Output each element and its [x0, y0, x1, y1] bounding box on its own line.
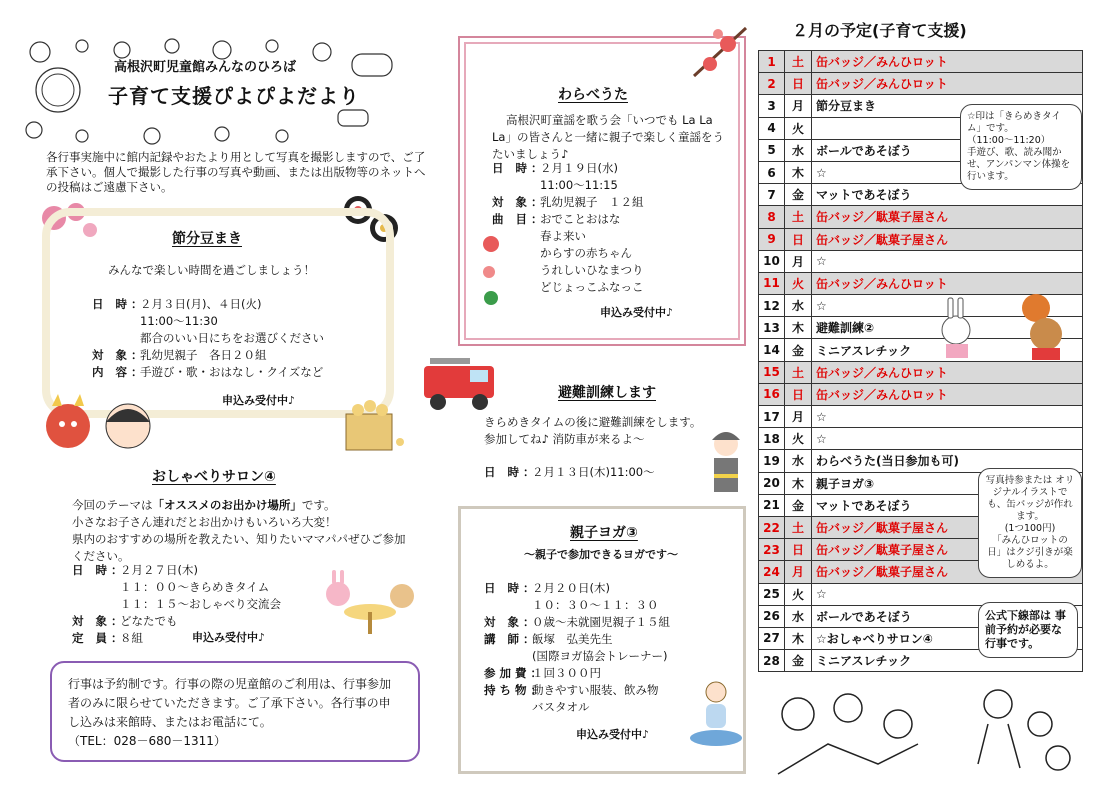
schedule-day: 4: [759, 117, 785, 139]
schedule-day: 8: [759, 206, 785, 228]
schedule-event: ☆: [812, 161, 1083, 183]
yoga-date: ２月２０日(木): [532, 581, 610, 595]
warabeuta-body: 高根沢町童謡を歌う会「いつでも La La La」の皆さんと一緒に親子で楽しく童謡をうたいましょう♪: [492, 113, 724, 161]
schedule-weekday: 火: [785, 272, 812, 294]
schedule-event: 缶バッジ／みんひロット: [812, 73, 1083, 95]
bean-box-icon: [338, 396, 408, 456]
schedule-weekday: 木: [785, 161, 812, 183]
schedule-day: 3: [759, 95, 785, 117]
fire-truck-icon: [420, 352, 500, 412]
salon-time1: １１：００～きらめきタイム: [120, 580, 270, 594]
yoga-items: 動きやすい服装、飲み物: [532, 683, 659, 697]
salon-title: おしゃべりサロン④: [152, 469, 276, 485]
schedule-event: ☆: [812, 406, 1083, 428]
schedule-event: ☆: [812, 428, 1083, 450]
schedule-event: ミニアスレチック: [812, 339, 1083, 361]
schedule-event: 避難訓練②: [812, 317, 1083, 339]
animals-tea-icon: [320, 566, 420, 638]
salon-date: ２月２７日(木): [120, 563, 198, 577]
star-callout: ☆印は「きらめきタイム」です。 （11:00～11:20） 手遊び、歌、読み聞かせ、アンパンマン体操を行います。: [960, 104, 1082, 190]
label: 日 時：: [72, 563, 127, 577]
schedule-day: 28: [759, 650, 785, 672]
schedule-day: 12: [759, 295, 785, 317]
schedule-weekday: 土: [785, 516, 812, 538]
yoga-apply: 申込み受付中♪: [576, 728, 650, 741]
schedule-event: 缶バッジ／駄菓子屋さん: [812, 516, 1083, 538]
schedule-day: 22: [759, 516, 785, 538]
schedule-row: [759, 250, 1083, 272]
schedule-weekday: 水: [785, 139, 812, 161]
schedule-day: 20: [759, 472, 785, 494]
setsubun-content: 手遊び・歌・おはなし・クイズなど: [140, 365, 324, 379]
badge-callout: 写真持参または オリジナルイラストでも、缶バッジが作れます。 (1つ100円) 「みんひロットの日」はクジ引きが楽しめるよ。: [978, 468, 1082, 578]
schedule-day: 6: [759, 161, 785, 183]
schedule-weekday: 水: [785, 450, 812, 472]
salon-theme-suffix: です。: [301, 498, 336, 512]
schedule-day: 10: [759, 250, 785, 272]
setsubun-time: 11:00～11:30: [140, 314, 218, 328]
label: 日 時：: [92, 297, 147, 311]
schedule-row: [759, 383, 1083, 405]
label: 日 時：: [484, 465, 539, 479]
salon-target: どなたでも: [120, 614, 178, 628]
plum-blossom-icon: [476, 232, 506, 312]
schedule-event: ボールであそぼう: [812, 605, 1083, 627]
label: 定 員：: [72, 631, 127, 645]
schedule-event: わらべうた(当日参加も可): [812, 450, 1083, 472]
warabeuta-date: ２月１９日(水): [540, 161, 618, 175]
schedule-day: 23: [759, 539, 785, 561]
schedule-weekday: 木: [785, 317, 812, 339]
header-banner: [22, 38, 398, 146]
label: 曲 目：: [492, 212, 547, 226]
label: 対 象：: [92, 348, 147, 362]
drill-date: ２月１３日(木)11:00～: [532, 465, 655, 479]
schedule-day: 24: [759, 561, 785, 583]
schedule-day: 17: [759, 406, 785, 428]
schedule-weekday: 火: [785, 117, 812, 139]
schedule-weekday: 日: [785, 383, 812, 405]
schedule-event: 缶バッジ／駄菓子屋さん: [812, 561, 1083, 583]
schedule-event: 缶バッジ／みんひロット: [812, 361, 1083, 383]
schedule-weekday: 金: [785, 339, 812, 361]
label: 参加費：: [484, 666, 546, 680]
salon-time2: １１：１５～おしゃべり交流会: [120, 597, 281, 611]
children-doodle-icon: [768, 684, 1084, 782]
schedule-day: 11: [759, 272, 785, 294]
schedule-weekday: 金: [785, 184, 812, 206]
schedule-row: [759, 361, 1083, 383]
schedule-day: 5: [759, 139, 785, 161]
photo-notice: 各行事実施中に館内記録やおたより用として写真を撮影しますので、ご了承下さい。個人で撮影した行事の写真や動画、または出版物等のネットへの投稿はご遠慮下さい。: [46, 150, 426, 194]
warabeuta-title: わらべうた: [558, 87, 628, 103]
schedule-event: 親子ヨガ③: [812, 472, 1083, 494]
schedule-weekday: 火: [785, 583, 812, 605]
firefighter-icon: [704, 424, 748, 504]
setsubun-intro: みんなで楽しい時間を過ごしましょう！: [108, 263, 315, 277]
song-item: からすの赤ちゃん: [540, 246, 632, 260]
yoga-time: １０：３０～１１：３０: [532, 598, 659, 612]
setsubun-title: 節分豆まき: [172, 231, 242, 247]
salon-theme-prefix: 今回のテーマは: [72, 498, 153, 512]
warabeuta-target: 乳幼児親子 １２組: [540, 195, 644, 209]
newsletter-title: 子育て支援ぴよぴよだより: [108, 84, 360, 108]
label: 日 時：: [484, 581, 539, 595]
yoga-person-icon: [686, 676, 746, 756]
schedule-event: ☆: [812, 583, 1083, 605]
schedule-weekday: 月: [785, 250, 812, 272]
schedule-event: ボールであそぼう: [812, 139, 1083, 161]
setsubun-target: 乳幼児親子 各日２０組: [140, 348, 267, 362]
song-item: どじょっこふなっこ: [540, 280, 644, 294]
schedule-weekday: 土: [785, 206, 812, 228]
salon-cap: ８組: [120, 631, 143, 645]
schedule-weekday: 月: [785, 561, 812, 583]
schedule-event: ☆: [812, 250, 1083, 272]
setsubun-apply: 申込み受付中♪: [222, 394, 296, 407]
underline-callout: 公式下線部は 事前予約が必要な行事です。: [978, 602, 1078, 658]
schedule-day: 9: [759, 228, 785, 250]
schedule-day: 1: [759, 51, 785, 73]
schedule-event: 缶バッジ／駄菓子屋さん: [812, 539, 1083, 561]
schedule-weekday: 水: [785, 605, 812, 627]
schedule-day: 13: [759, 317, 785, 339]
schedule-weekday: 土: [785, 361, 812, 383]
schedule-event: 缶バッジ／みんひロット: [812, 383, 1083, 405]
schedule-row: [759, 73, 1083, 95]
schedule-event: 節分豆まき: [812, 95, 1083, 117]
schedule-row: [759, 228, 1083, 250]
label: 内 容：: [92, 365, 147, 379]
schedule-weekday: 月: [785, 406, 812, 428]
schedule-weekday: 日: [785, 228, 812, 250]
schedule-weekday: 木: [785, 627, 812, 649]
schedule-weekday: 水: [785, 295, 812, 317]
schedule-day: 19: [759, 450, 785, 472]
calendar-title: ２月の予定(子育て支援): [792, 21, 967, 40]
schedule-weekday: 金: [785, 494, 812, 516]
schedule-day: 15: [759, 361, 785, 383]
salon-body: 小さなお子さん連れだとお出かけもいろいろ大変！ 県内のおすすめの場所を教えたい、知りたいママパパぜひご参加ください。: [72, 515, 406, 563]
schedule-row: [759, 51, 1083, 73]
yoga-teacher-org: (国際ヨガ協会トレーナー): [532, 649, 668, 663]
yoga-items2: バスタオル: [532, 700, 590, 714]
warabeuta-apply: 申込み受付中♪: [600, 306, 674, 319]
label: 日 時：: [492, 161, 547, 175]
schedule-weekday: 火: [785, 428, 812, 450]
schedule-weekday: 月: [785, 95, 812, 117]
rabbit-oni-bear-icon: [926, 290, 1076, 362]
schedule-event: ☆: [812, 295, 1083, 317]
song-item: うれしいひなまつり: [540, 263, 644, 277]
plum-branch-icon: [688, 24, 748, 84]
drill-title: 避難訓練します: [558, 385, 656, 401]
schedule-weekday: 金: [785, 650, 812, 672]
song-item: 春よ来い: [540, 229, 586, 243]
label: 講 師：: [484, 632, 539, 646]
schedule-event: マットであそぼう: [812, 184, 1083, 206]
setsubun-date: ２月３日(月)、４日(火): [140, 297, 262, 311]
yoga-subtitle: ～親子で参加できるヨガです～: [524, 548, 678, 561]
schedule-weekday: 日: [785, 539, 812, 561]
schedule-row: [759, 406, 1083, 428]
schedule-day: 21: [759, 494, 785, 516]
schedule-day: 14: [759, 339, 785, 361]
org-name: 高根沢町児童館みんなのひろば: [114, 60, 297, 75]
reservation-text: 行事は予約制です。行事の際の児童館のご利用は、行事参加者のみに限らせていただきます。ご了承下さい。各行事の申し込みは来館時、またはお電話にて。 （TEL：028－680－1311）: [68, 677, 392, 748]
schedule-day: 25: [759, 583, 785, 605]
schedule-day: 18: [759, 428, 785, 450]
yoga-target: ０歳～未就園児親子１５組: [532, 615, 670, 629]
schedule-weekday: 日: [785, 73, 812, 95]
schedule-event: ミニアスレチック: [812, 650, 1083, 672]
warabeuta-time: 11:00～11:15: [540, 178, 618, 192]
salon-theme: 「オススメのお出かけ場所」: [152, 498, 302, 512]
schedule-day: 16: [759, 383, 785, 405]
schedule-day: 27: [759, 627, 785, 649]
schedule-event: ☆おしゃべりサロン④: [812, 627, 1083, 649]
salon-apply: 申込み受付中♪: [192, 631, 266, 644]
schedule-event: 缶バッジ／駄菓子屋さん: [812, 228, 1083, 250]
label: 対 象：: [492, 195, 547, 209]
schedule-event: 缶バッジ／駄菓子屋さん: [812, 206, 1083, 228]
yoga-fee: １回３００円: [532, 666, 601, 680]
reservation-note: [50, 661, 420, 762]
schedule-weekday: 木: [785, 472, 812, 494]
schedule-row: [759, 206, 1083, 228]
oni-and-child-icon: [40, 392, 160, 454]
schedule-event: 缶バッジ／みんひロット: [812, 272, 1083, 294]
schedule-weekday: 土: [785, 51, 812, 73]
yoga-teacher: 飯塚 弘美先生: [532, 632, 613, 646]
schedule-day: 26: [759, 605, 785, 627]
schedule-day: 7: [759, 184, 785, 206]
schedule-event: 缶バッジ／みんひロット: [812, 51, 1083, 73]
schedule-day: 2: [759, 73, 785, 95]
drill-body: きらめきタイムの後に避難訓練をします。 参加してね♪ 消防車が来るよ～: [484, 415, 702, 446]
setsubun-note: 都合のいい日にちをお選びください: [140, 331, 324, 345]
label: 対 象：: [484, 615, 539, 629]
yoga-title: 親子ヨガ③: [570, 525, 638, 541]
schedule-row: [759, 428, 1083, 450]
label: 持ち物：: [484, 683, 546, 697]
schedule-event: マットであそぼう: [812, 494, 1083, 516]
song-item: おでことおはな: [540, 212, 621, 226]
label: 対 象：: [72, 614, 127, 628]
